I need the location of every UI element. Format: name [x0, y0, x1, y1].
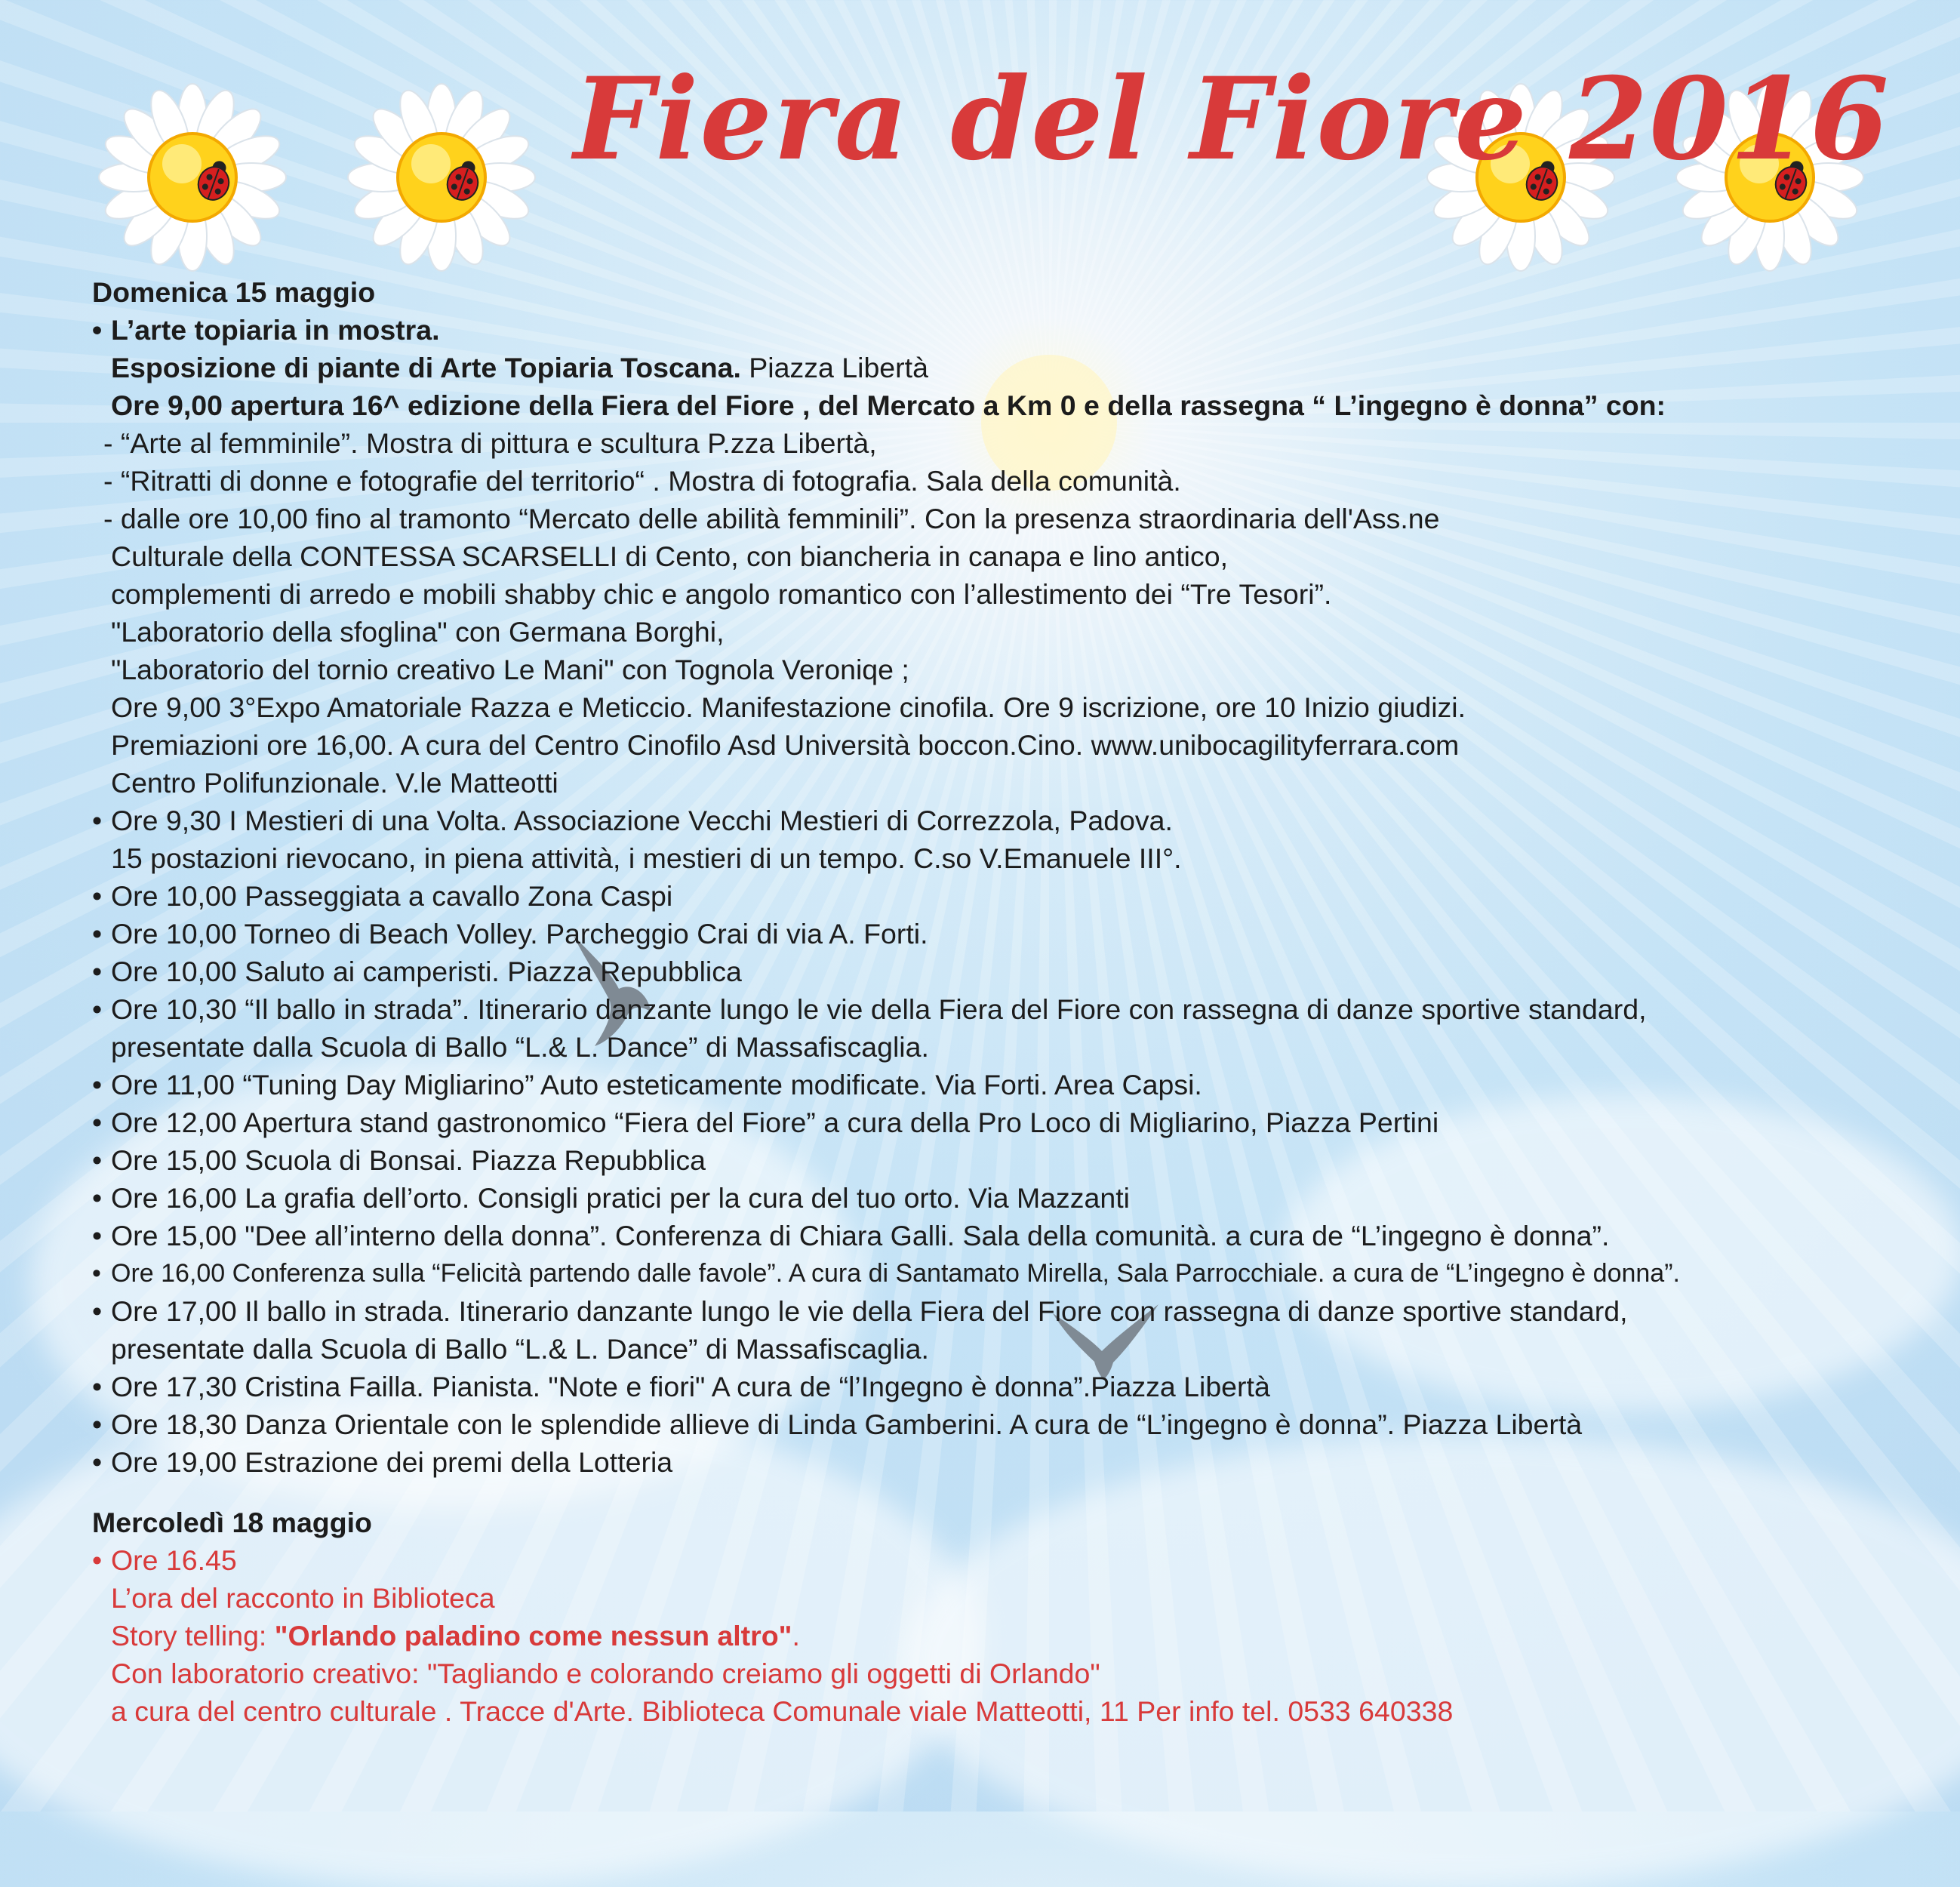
detail-line: complementi di arredo e mobili shabby chic e angolo romantico con l’allestimento dei “Tre Tesori”.: [111, 578, 1332, 610]
bullet-icon: •: [92, 993, 103, 1025]
list-item: • Ore 15,00 Scuola di Bonsai. Piazza Repubblica: [92, 1141, 1934, 1179]
detail-line: "Laboratorio della sfoglina" con Germana Borghi,: [111, 616, 725, 648]
events-list: [92, 802, 1934, 1481]
list-item: Story telling: "Orlando paladino come nessun altro".: [111, 1620, 800, 1652]
detail-line: Ore 9,00 3°Expo Amatoriale Razza e Meticcio. Manifestazione cinofila. Ore 9 iscrizione, ore 10 Inizio giudizi.: [111, 691, 1466, 723]
list-item: • Ore 17,00 Il ballo in strada. Itinerario danzante lungo le vie della Fiera del Fiore con rassegna di danze sportive standard,: [92, 1292, 1934, 1330]
bullet-icon: •: [92, 1295, 103, 1327]
list-item: • Ore 11,00 “Tuning Day Migliarino” Auto esteticamente modificate. Via Forti. Area Capsi.: [92, 1066, 1934, 1104]
bullet-icon: •: [92, 1144, 103, 1176]
bullet-icon: •: [92, 1408, 103, 1440]
bullet-icon: •: [92, 1259, 101, 1288]
list-item: • Ore 16.45: [92, 1541, 1934, 1579]
list-item: • Ore 16,00 Conferenza sulla “Felicità partendo dalle favole”. A cura di Santamato Mirella, Sala Parrocchiale. a cura de “L’ingegno è donna”.: [92, 1254, 1934, 1292]
list-item: L’ora del racconto in Biblioteca: [111, 1582, 495, 1614]
day-heading-wednesday: Mercoledì 18 maggio: [92, 1507, 372, 1538]
list-item: presentate dalla Scuola di Ballo “L.& L. Dance” di Massafiscaglia.: [111, 1333, 929, 1365]
details-list: [92, 424, 1934, 802]
bullet-icon: •: [92, 1069, 103, 1100]
daisy-ladybug-icon: [98, 83, 287, 272]
bullet-icon: •: [92, 880, 103, 912]
list-item: • Ore 10,00 Torneo di Beach Volley. Parcheggio Crai di via A. Forti.: [92, 915, 1934, 953]
bullet-icon: •: [92, 1182, 103, 1214]
spacer: [92, 1481, 1934, 1504]
page-title: Fiera del Fiore 2016: [574, 53, 1891, 186]
bullet-icon: •: [92, 1544, 103, 1576]
list-item: • Ore 17,30 Cristina Failla. Pianista. "Note e fiori" A cura de “l’Ingegno è donna”.Piazza Libertà: [92, 1368, 1934, 1405]
list-item: presentate dalla Scuola di Ballo “L.& L. Dance” di Massafiscaglia.: [111, 1031, 929, 1063]
detail-line: - dalle ore 10,00 fino al tramonto “Mercato delle abilità femminili”. Con la presenza straordinaria dell'Ass.ne: [103, 503, 1440, 534]
bullet-icon: •: [92, 956, 103, 987]
list-item: a cura del centro culturale . Tracce d'Arte. Biblioteca Comunale viale Matteotti, 11 Per info tel. 0533 640338: [111, 1695, 1454, 1727]
bullet-icon: •: [92, 805, 103, 836]
bullet-icon: •: [92, 918, 103, 950]
detail-line: "Laboratorio del tornio creativo Le Mani" con Tognola Veroniqe ;: [111, 654, 909, 685]
bullet-icon: •: [92, 314, 103, 346]
list-item: • Ore 12,00 Apertura stand gastronomico “Fiera del Fiore” a cura della Pro Loco di Migliarino, Piazza Pertini: [92, 1104, 1934, 1141]
program-content: [92, 273, 1934, 1730]
list-item: Ore 9,00 apertura 16^ edizione della Fiera del Fiore , del Mercato a Km 0 e della rassegna “ L’ingegno è donna” con:: [111, 389, 1666, 421]
bullet-icon: •: [92, 1220, 103, 1251]
list-item: • Ore 10,00 Passeggiata a cavallo Zona Caspi: [92, 877, 1934, 915]
detail-line: Culturale della CONTESSA SCARSELLI di Cento, con biancheria in canapa e lino antico,: [111, 540, 1228, 572]
list-item: 15 postazioni rievocano, in piena attività, i mestieri di un tempo. C.so V.Emanuele III°.: [111, 842, 1182, 874]
bullet-icon: •: [92, 1107, 103, 1138]
list-item: • Ore 10,30 “Il ballo in strada”. Itinerario danzante lungo le vie della Fiera del Fiore con rassegna di danze sportive standard,: [92, 990, 1934, 1028]
bullet-icon: •: [92, 1371, 103, 1402]
detail-line: Premiazioni ore 16,00. A cura del Centro Cinofilo Asd Università boccon.Cino. www.unibocagilityferrara.com: [111, 729, 1460, 761]
list-item: • Ore 18,30 Danza Orientale con le splendide allieve di Linda Gamberini. A cura de “L’ingegno è donna”. Piazza Libertà: [92, 1405, 1934, 1443]
list-item: • Ore 9,30 I Mestieri di una Volta. Associazione Vecchi Mestieri di Correzzola, Padova.: [92, 802, 1934, 839]
detail-line: - “Arte al femminile”. Mostra di pittura e scultura P.zza Libertà,: [103, 427, 877, 459]
detail-line: - “Ritratti di donne e fotografie del territorio“ . Mostra di fotografia. Sala della comunità.: [103, 465, 1181, 497]
list-item: • Ore 10,00 Saluto ai camperisti. Piazza Repubblica: [92, 953, 1934, 990]
daisy-ladybug-icon: [347, 83, 536, 272]
day-heading-sunday: Domenica 15 maggio: [92, 276, 376, 308]
bullet-icon: •: [92, 1446, 103, 1478]
list-item: • Ore 16,00 La grafia dell’orto. Consigli pratici per la cura del tuo orto. Via Mazzanti: [92, 1179, 1934, 1217]
list-item: Esposizione di piante di Arte Topiaria Toscana. Piazza Libertà: [111, 352, 928, 383]
list-item: • Ore 15,00 "Dee all’interno della donna”. Conferenza di Chiara Galli. Sala della comunità. a cura de “L’ingegno è donna”.: [92, 1217, 1934, 1254]
list-item: • Ore 19,00 Estrazione dei premi della Lotteria: [92, 1443, 1934, 1481]
list-item: Con laboratorio creativo: "Tagliando e colorando creiamo gli oggetti di Orlando": [111, 1658, 1100, 1689]
detail-line: Centro Polifunzionale. V.le Matteotti: [111, 767, 558, 799]
list-item: • L’arte topiaria in mostra.: [92, 311, 1934, 349]
